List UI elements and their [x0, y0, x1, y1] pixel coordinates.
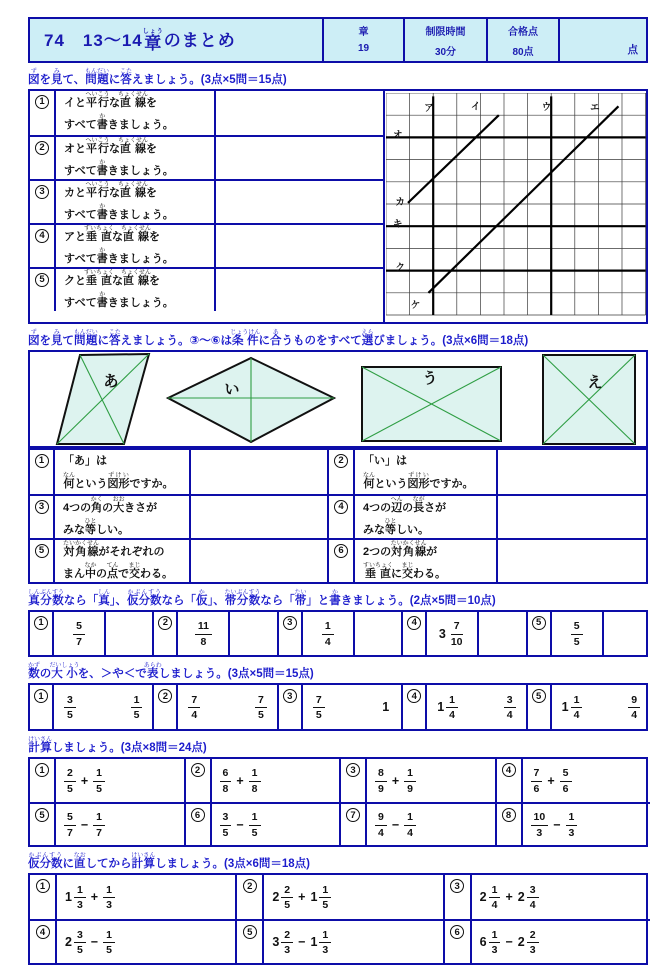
fraction-value: $\frac{11}{8}$: [178, 612, 230, 655]
circled-number: 4: [36, 925, 50, 939]
circled-number: 1: [35, 95, 49, 109]
section4-table: [28, 683, 648, 731]
circled-number: 8: [502, 808, 516, 822]
expression: $\frac{5}{7}$ − $\frac{1}{7}$: [56, 804, 184, 845]
item-number-cell: [528, 685, 552, 729]
circled-number: 5: [243, 925, 257, 939]
shape-label: え: [587, 374, 603, 392]
chapter-value: 19: [357, 43, 370, 54]
shapes-svg: [30, 352, 646, 446]
question-cell: [56, 137, 216, 179]
table-row: [30, 612, 650, 655]
answer-cell: [191, 540, 329, 582]
calculation-item: [443, 921, 650, 963]
comparison-item: [526, 685, 650, 729]
right-value: $\frac{3}{4}$: [504, 694, 516, 721]
calculation-item: [235, 921, 442, 963]
comparison-item: [30, 685, 152, 729]
item-number-cell: [154, 685, 178, 729]
fraction-item: [152, 612, 276, 655]
table-row: [30, 179, 383, 223]
question-cell: [355, 496, 498, 538]
grid-line-label: キ: [393, 219, 403, 231]
answer-cell: [106, 612, 152, 655]
calculation-item: [235, 875, 442, 919]
calculation-item: [30, 875, 235, 919]
item-number-cell: [186, 759, 212, 802]
question-line: 2つの対角線たいかくせんが: [363, 541, 438, 559]
expression: 6 $\frac{1}{3}$ − 2 $\frac{2}{3}$: [472, 921, 650, 963]
question-cell: [55, 540, 191, 582]
question-cell: [56, 181, 216, 223]
answer-cell: [498, 540, 646, 582]
table-row: [30, 538, 646, 582]
fraction-item: [526, 612, 650, 655]
circled-number: 2: [158, 689, 172, 703]
answer-cell: [191, 496, 329, 538]
grid-line-label: オ: [393, 130, 403, 142]
circled-number: 4: [35, 229, 49, 243]
section4-heading: 数かずの大小だいしょうを、＞や＜で表あらわしましょう。(3点×5問＝15点): [28, 663, 314, 681]
timelimit-label: 制限時間: [425, 27, 466, 38]
question-line: みな等ひとしい。: [63, 519, 129, 537]
expression: 2 $\frac{1}{4}$ + 2 $\frac{3}{4}$: [472, 875, 650, 919]
grid-figure-cell: [383, 91, 646, 322]
item-number-cell: [30, 450, 55, 494]
answer-cell: [604, 612, 650, 655]
circled-number: 5: [532, 616, 546, 630]
item-number-cell: [341, 759, 367, 802]
question-line: クと垂直すいちょくな直線ちょくせんを: [64, 270, 161, 288]
passmark-value: 80点: [512, 47, 534, 58]
item-number-cell: [30, 759, 56, 802]
circled-number: 5: [35, 544, 49, 558]
section1-rows: [30, 91, 383, 322]
calculation-item: [495, 804, 651, 845]
question-cell: [56, 91, 216, 135]
expression: $\frac{9}{4}$ − $\frac{1}{4}$: [367, 804, 495, 845]
shapes-figure-box: [28, 350, 648, 448]
item-number-cell: [30, 540, 55, 582]
expression: $\frac{6}{8}$ + $\frac{1}{8}$: [212, 759, 340, 802]
timelimit-value: 30分: [434, 47, 457, 58]
fraction-value: $\frac{5}{7}$: [54, 612, 106, 655]
shape-label: い: [224, 381, 240, 399]
table-row: [30, 91, 383, 135]
fraction-item: [401, 612, 525, 655]
circled-number: 5: [35, 808, 49, 822]
left-value: 1 $\frac{1}{4}$: [562, 694, 583, 721]
section6-table: [28, 873, 648, 965]
table-row: [30, 450, 646, 494]
question-line: すべて書かきましょう。: [64, 292, 174, 310]
circled-number: 5: [532, 689, 546, 703]
item-number-cell: [445, 875, 472, 919]
question-line: 対角線たいかくせんがそれぞれの: [63, 541, 165, 559]
item-number-cell: [279, 685, 303, 729]
left-value: $\frac{3}{5}$: [64, 694, 76, 721]
expression: $\frac{2}{5}$ + $\frac{1}{5}$: [56, 759, 184, 802]
circled-number: 5: [35, 273, 49, 287]
item-number-cell: [403, 685, 427, 729]
table-row: [30, 802, 650, 845]
question-cell: [56, 225, 216, 267]
question-line: 何なんという図形ずけいですか。: [363, 473, 474, 491]
question-line: アと垂直すいちょくな直線ちょくせんを: [64, 226, 161, 244]
circled-number: 1: [36, 879, 50, 893]
item-number-cell: [237, 921, 264, 963]
passmark-label: 合格点: [508, 27, 538, 38]
question-line: 「あ」は: [63, 455, 107, 468]
calculation-item: [30, 921, 235, 963]
worksheet-header: [28, 17, 648, 63]
calculation-item: [443, 875, 650, 919]
question-line: まん中なかの点てんで交まじわる。: [63, 563, 173, 581]
line-i-ka-diagonal: [408, 115, 499, 203]
answer-cell: [216, 91, 383, 135]
item-number-cell: [30, 269, 56, 311]
shape-label: う: [422, 370, 438, 388]
score-entry-cell: [558, 19, 646, 61]
comparison-item: [277, 685, 401, 729]
question-cell: [56, 269, 216, 311]
answer-cell: [498, 496, 646, 538]
question-cell: [55, 450, 191, 494]
section1-table: [28, 89, 648, 324]
circled-number: 3: [35, 500, 49, 514]
table-row: [30, 223, 383, 267]
question-line: 4つの辺へんの長ながさが: [363, 497, 447, 515]
question-line: 何なんという図形ずけいですか。: [63, 473, 174, 491]
circled-number: 2: [158, 616, 172, 630]
item-number-cell: [186, 804, 212, 845]
circled-number: 4: [407, 616, 421, 630]
expression: $\frac{7}{6}$ + $\frac{5}{6}$: [523, 759, 651, 802]
table-row: [30, 759, 650, 802]
answer-cell: [355, 612, 401, 655]
comparison-cell: [552, 685, 650, 729]
question-line: イと平行へいこうな直線ちょくせんを: [64, 92, 158, 110]
calculation-item: [184, 804, 340, 845]
item-number-cell: [30, 496, 55, 538]
left-value: 1 $\frac{1}{4}$: [437, 694, 458, 721]
question-cell: [355, 450, 498, 494]
item-number-cell: [154, 612, 178, 655]
table-row: [30, 135, 383, 179]
question-cell: [355, 540, 498, 582]
answer-cell: [216, 225, 383, 267]
fraction-item: [30, 612, 152, 655]
expression: $\frac{10}{3}$ − $\frac{1}{3}$: [523, 804, 651, 845]
circled-number: 6: [450, 925, 464, 939]
question-line: すべて書かきましょう。: [64, 204, 174, 222]
grid-line-label: ケ: [410, 300, 421, 312]
circled-number: 6: [191, 808, 205, 822]
item-number-cell: [237, 875, 264, 919]
circled-number: 6: [334, 544, 348, 558]
section3-heading: 真分数しんぶんすうなら「真しん」、仮分数かぶんすうなら「仮か」、帯分数たいぶんすうなら「帯たい」と書かきましょう。(2点×5問＝10点): [28, 590, 496, 608]
item-number-cell: [30, 921, 57, 963]
answer-cell: [216, 137, 383, 179]
circled-number: 7: [346, 808, 360, 822]
chapter-label: 章: [358, 27, 369, 38]
item-number-cell: [30, 225, 56, 267]
comparison-cell: [54, 685, 152, 729]
grid-line-label: ク: [395, 262, 405, 274]
right-value: $\frac{7}{5}$: [255, 694, 267, 721]
section5-table: [28, 757, 648, 847]
item-number-cell: [445, 921, 472, 963]
right-value: 1: [382, 700, 390, 715]
shape-label: あ: [103, 373, 119, 391]
question-line: 「い」は: [363, 455, 407, 468]
header-chapter-cell: [322, 19, 403, 61]
calculation-item: [30, 759, 184, 802]
comparison-cell: [427, 685, 525, 729]
circled-number: 3: [450, 879, 464, 893]
grid-figure-svg: [386, 93, 646, 317]
section2-heading: 図ずを見みて問題もんだいに答こたえましょう。③～⑥は条件じょうけんに合あうものをすべて選えらびましょう。(3点×6問＝18点): [28, 330, 529, 348]
question-line: 4つの角かくの大おおきさが: [63, 497, 158, 515]
question-line: すべて書かきましょう。: [64, 248, 174, 266]
circled-number: 4: [407, 689, 421, 703]
fraction-value: $\frac{1}{4}$: [303, 612, 355, 655]
item-number-cell: [329, 496, 355, 538]
comparison-item: [401, 685, 525, 729]
left-value: $\frac{7}{5}$: [313, 694, 325, 721]
expression: 2 $\frac{3}{5}$ − $\frac{1}{5}$: [57, 921, 235, 963]
section2-table: [28, 448, 648, 584]
circled-number: 3: [346, 763, 360, 777]
item-number-cell: [30, 685, 54, 729]
circled-number: 1: [35, 763, 49, 777]
item-number-cell: [528, 612, 552, 655]
item-number-cell: [30, 181, 56, 223]
header-timelimit-cell: [403, 19, 486, 61]
answer-cell: [230, 612, 276, 655]
grid-line-label: イ: [470, 101, 481, 113]
circled-number: 1: [35, 454, 49, 468]
answer-cell: [216, 269, 383, 311]
item-number-cell: [30, 91, 56, 135]
circled-number: 3: [283, 616, 297, 630]
circled-number: 4: [502, 763, 516, 777]
circled-number: 1: [34, 616, 48, 630]
comparison-cell: [303, 685, 401, 729]
question-line: すべて書かきましょう。: [64, 114, 174, 132]
circled-number: 2: [191, 763, 205, 777]
item-number-cell: [30, 804, 56, 845]
score-suffix: 点: [627, 44, 638, 56]
answer-cell: [479, 612, 525, 655]
grid-line-label: カ: [395, 196, 405, 208]
item-number-cell: [30, 875, 57, 919]
expression: $\frac{8}{9}$ + $\frac{1}{9}$: [367, 759, 495, 802]
item-number-cell: [497, 759, 523, 802]
item-number-cell: [279, 612, 303, 655]
comparison-cell: [178, 685, 276, 729]
grid-line-label: ウ: [541, 101, 552, 113]
calculation-item: [495, 759, 651, 802]
item-number-cell: [497, 804, 523, 845]
fraction-value: $\frac{5}{5}$: [552, 612, 604, 655]
fraction-value: 3 $\frac{7}{10}$: [427, 612, 479, 655]
item-number-cell: [329, 450, 355, 494]
grid-line-label: エ: [590, 102, 600, 114]
table-row: [30, 919, 650, 963]
section5-heading: 計算けいさんしましょう。(3点×8問＝24点): [28, 737, 207, 755]
table-row: [30, 494, 646, 538]
left-value: $\frac{7}{4}$: [188, 694, 200, 721]
circled-number: 2: [35, 141, 49, 155]
circled-number: 4: [334, 500, 348, 514]
section3-table: [28, 610, 648, 657]
calculation-item: [339, 759, 495, 802]
item-number-cell: [341, 804, 367, 845]
expression: 3 $\frac{2}{3}$ − 1 $\frac{1}{3}$: [264, 921, 442, 963]
comparison-item: [152, 685, 276, 729]
item-number-cell: [30, 612, 54, 655]
circled-number: 1: [34, 689, 48, 703]
circled-number: 3: [283, 689, 297, 703]
item-number-cell: [30, 137, 56, 179]
right-value: $\frac{9}{4}$: [628, 694, 640, 721]
question-line: カと平行へいこうな直線ちょくせんを: [64, 182, 158, 200]
expression: $\frac{3}{5}$ − $\frac{1}{5}$: [212, 804, 340, 845]
calculation-item: [184, 759, 340, 802]
question-line: オと平行へいこうな直線ちょくせんを: [64, 138, 158, 156]
question-line: 垂直すいちょくに交まじわる。: [363, 563, 447, 581]
answer-cell: [498, 450, 646, 494]
calculation-item: [339, 804, 495, 845]
question-line: すべて書かきましょう。: [64, 160, 174, 178]
section6-heading: 仮分数かぶんすうに直なおしてから計算けいさんしましょう。(3点×6問＝18点): [28, 853, 310, 871]
answer-cell: [216, 181, 383, 223]
worksheet-title: 74 13～14 章しょう のまとめ: [44, 28, 236, 53]
circled-number: 3: [35, 185, 49, 199]
item-number-cell: [329, 540, 355, 582]
circled-number: 2: [243, 879, 257, 893]
table-row: [30, 685, 650, 729]
section1-heading: 図ずを見みて、問題もんだいに答こたえましょう。(3点×5問＝15点): [28, 69, 287, 86]
right-value: $\frac{1}{5}$: [131, 694, 143, 721]
answer-cell: [191, 450, 329, 494]
question-cell: [55, 496, 191, 538]
expression: 2 $\frac{2}{5}$ + 1 $\frac{1}{5}$: [264, 875, 442, 919]
grid-line-label: ア: [424, 103, 434, 115]
expression: 1 $\frac{1}{3}$ + $\frac{1}{3}$: [57, 875, 235, 919]
item-number-cell: [403, 612, 427, 655]
fraction-item: [277, 612, 401, 655]
header-passmark-cell: [486, 19, 558, 61]
calculation-item: [30, 804, 184, 845]
table-row: [30, 875, 650, 919]
question-line: みな等ひとしい。: [363, 519, 429, 537]
table-row: [30, 267, 383, 311]
circled-number: 2: [334, 454, 348, 468]
